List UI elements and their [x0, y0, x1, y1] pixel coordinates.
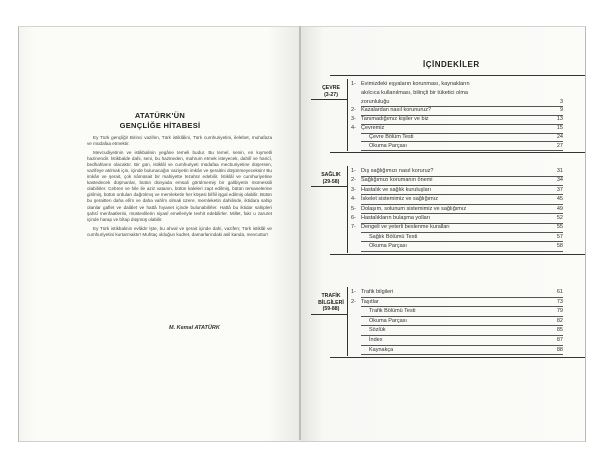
item-number: 4- — [351, 125, 356, 131]
left-page — [18, 26, 301, 442]
item-text: İskelet sistemimiz ve sağlığımız — [361, 196, 439, 203]
item-text: Çevre Bölüm Testi — [369, 133, 414, 140]
right-page — [301, 26, 586, 442]
item-page: 55 — [556, 224, 563, 231]
speech-paragraph: Mevcudiyetinin ve istikbalinin yegâne temeli budur. Bu temel, senin, en kıymetli hazinendir. İstikbalde dahi, seni, bu hazineden, mahrum etmek isteyecek, dahilî ve haricî, bedhahların olacaktır. Bir gün, istiklâl ve cumhuriyeti müdafaa mecburiyetine düşersen, vazifeye atılmak için, içinde bulunacağın vaziyetin imkân ve şeraitini düşünmeyeceksin! Bu imkân ve şerait, çok nâmüsait bir mahiyette tezahür edebilir. İstiklâl ve cumhuriyetine kastedecek düşmanlar, bütün dünyada emsali görülmemiş bir galibiyetin mümessili olabilirler. Cebren ve hile ile aziz vatanın, bütün kaleleri zapt edilmiş, bütün tersanelerine girilmiş, bütün orduları dağıtılmış ve memleketin her köşesi bilfiil işgal edilmiş olabilir. Bütün bu şeraitten daha elîm ve daha vahîm olmak üzere, memleketin dahilinde, iktidara sahip olanlar gaflet ve dalâlet ve hattâ hıyanet içinde bulunabilirler. Hattâ bu iktidar sahipleri şahsî menfaatlerini, müstevlilerin siyasî emelleriyle tevhit edebilirler. Millet, fakr u zaruret içinde harap ve bîtap düşmüş olabilir. — [87, 150, 272, 222]
item-number: 1- — [351, 81, 356, 87]
item-text: Okuma Parçası — [369, 243, 407, 250]
section-label-rule — [311, 186, 347, 187]
item-leader-line — [361, 204, 563, 205]
section-name: TRAFİK — [321, 293, 341, 299]
item-text: Evimizdeki eşyaların korunması, kaynakların — [361, 81, 470, 87]
item-leader-line — [361, 241, 563, 242]
item-text: zorunluluğu — [361, 98, 390, 105]
item-number: 7- — [351, 224, 356, 231]
section-label — [313, 172, 349, 185]
toc-rule — [330, 75, 585, 76]
item-page: 79 — [556, 308, 563, 315]
item-page: 31 — [556, 168, 563, 174]
item-text: Okuma Parçası — [369, 142, 407, 149]
item-number: 3- — [351, 116, 356, 123]
speech-paragraph: Ey Türk istikbalinin evlâdı! İşte, bu ahval ve şerait içinde dahi, vazifen; Türk istiklâl ve cumhuriyetini kurtarmaktır! Muhtaç olduğun kudret, damarlarındaki asil kanda, mevcuttur! — [87, 225, 272, 237]
item-leader-line — [361, 335, 563, 336]
item-text: Sağlık Bölümü Testi — [369, 233, 418, 240]
section-end-rule — [330, 254, 585, 255]
item-leader-line — [361, 297, 563, 298]
item-leader-line — [361, 185, 563, 186]
item-page: 57 — [556, 233, 563, 240]
section-label-rule — [311, 314, 347, 315]
section-divider — [347, 166, 348, 253]
item-page: 82 — [556, 317, 563, 324]
item-text: Hastalıkların bulaşma yolları — [361, 215, 431, 221]
item-number: 4- — [351, 196, 356, 203]
item-number: 1- — [351, 168, 356, 174]
section-end-rule — [330, 152, 585, 153]
section-label-rule — [311, 99, 347, 100]
section-name: SAĞLIK — [321, 172, 341, 178]
item-leader-line — [361, 232, 563, 233]
item-leader-line — [361, 325, 563, 326]
item-number: 1- — [351, 289, 356, 295]
item-text: Dış sağlığımızı nasıl koruruz? — [361, 168, 434, 174]
item-page: 3 — [559, 98, 563, 105]
item-leader-line — [361, 223, 563, 224]
item-leader-line — [361, 316, 563, 317]
item-page: 13 — [556, 116, 563, 123]
item-text: Hastalık ve sağlık kuruluşları — [361, 186, 431, 193]
item-number: 3- — [351, 186, 356, 193]
item-number: 6- — [351, 215, 356, 221]
item-page: 27 — [556, 142, 563, 149]
section-name-line2: BİLGİLERİ — [318, 299, 344, 306]
item-page: 73 — [556, 298, 563, 305]
section-name: ÇEVRE — [322, 85, 340, 91]
item-number: 5- — [351, 205, 356, 212]
section-divider — [347, 79, 348, 151]
item-text: Taşıtlar — [361, 298, 379, 305]
toc-title: İÇİNDEKİLER — [423, 60, 480, 69]
speech-title-line1: ATATÜRK'ÜN — [134, 111, 186, 120]
item-page: 49 — [556, 205, 563, 212]
section-label — [313, 85, 349, 98]
item-page: 45 — [556, 196, 563, 203]
item-page: 61 — [556, 289, 563, 295]
item-text: Trafik bilgileri — [361, 289, 394, 295]
item-text: Sağlığımızı korumanın önemi — [361, 177, 433, 184]
speech-body — [87, 135, 272, 241]
section-page-range: (3-27) — [324, 91, 338, 98]
item-page: 34 — [556, 177, 563, 184]
item-number: 2- — [351, 107, 356, 114]
section-divider — [347, 287, 348, 356]
item-leader-line — [361, 345, 563, 346]
item-page: 52 — [556, 215, 563, 221]
item-leader-line — [361, 150, 563, 151]
item-page: 37 — [556, 186, 563, 193]
item-number: 2- — [351, 177, 356, 184]
item-page: 9 — [559, 107, 563, 114]
item-text: Kazalardan nasıl korunuruz? — [361, 107, 432, 114]
speech-title-line2: GENÇLİĞE HİTABESİ — [119, 121, 201, 130]
item-leader-line — [361, 354, 563, 355]
item-text: Sözlük — [369, 327, 386, 334]
item-leader-line — [361, 176, 563, 177]
item-text: Dengeli ve yeterli beslenme kuralları — [361, 224, 450, 231]
item-page: 24 — [556, 133, 563, 140]
section-end-rule — [330, 357, 585, 358]
signature: M. Kemal ATATÜRK — [169, 325, 220, 331]
item-text: akılcıca kullanılması, bilinçli bir tüketici olma — [361, 89, 468, 96]
section-page-range: (29-58) — [322, 178, 340, 185]
item-text: Dolaşım, solunum sistemimiz ve sağlığımız — [361, 205, 467, 212]
speech-paragraph: Ey Türk gençliği! Birinci vazifen, Türk istiklâlini, Türk cumhuriyetini, ilelebet, muhafaza ve müdafaa etmektir. — [87, 135, 272, 147]
item-text: Trafik Bölümü Testi — [369, 308, 416, 315]
item-page: 85 — [556, 327, 563, 334]
item-number: 2- — [351, 298, 356, 305]
item-page: 87 — [556, 337, 563, 343]
item-text: Kaynakça — [369, 346, 394, 353]
item-text: Çevremiz — [361, 125, 385, 131]
item-leader-line — [361, 251, 563, 252]
item-text: Tanımadığımız kişiler ve biz — [361, 116, 429, 123]
open-book — [18, 26, 585, 440]
item-text: Okuma Parçası — [369, 317, 407, 324]
item-text: İndex — [369, 337, 383, 343]
section-page-range: (59-88) — [322, 306, 340, 312]
item-page: 88 — [556, 346, 563, 353]
item-page: 58 — [556, 243, 563, 250]
section-label — [313, 293, 349, 313]
item-leader-line — [361, 306, 563, 307]
item-leader-line — [361, 213, 563, 214]
item-leader-line — [361, 124, 563, 125]
item-page: 15 — [556, 125, 563, 131]
